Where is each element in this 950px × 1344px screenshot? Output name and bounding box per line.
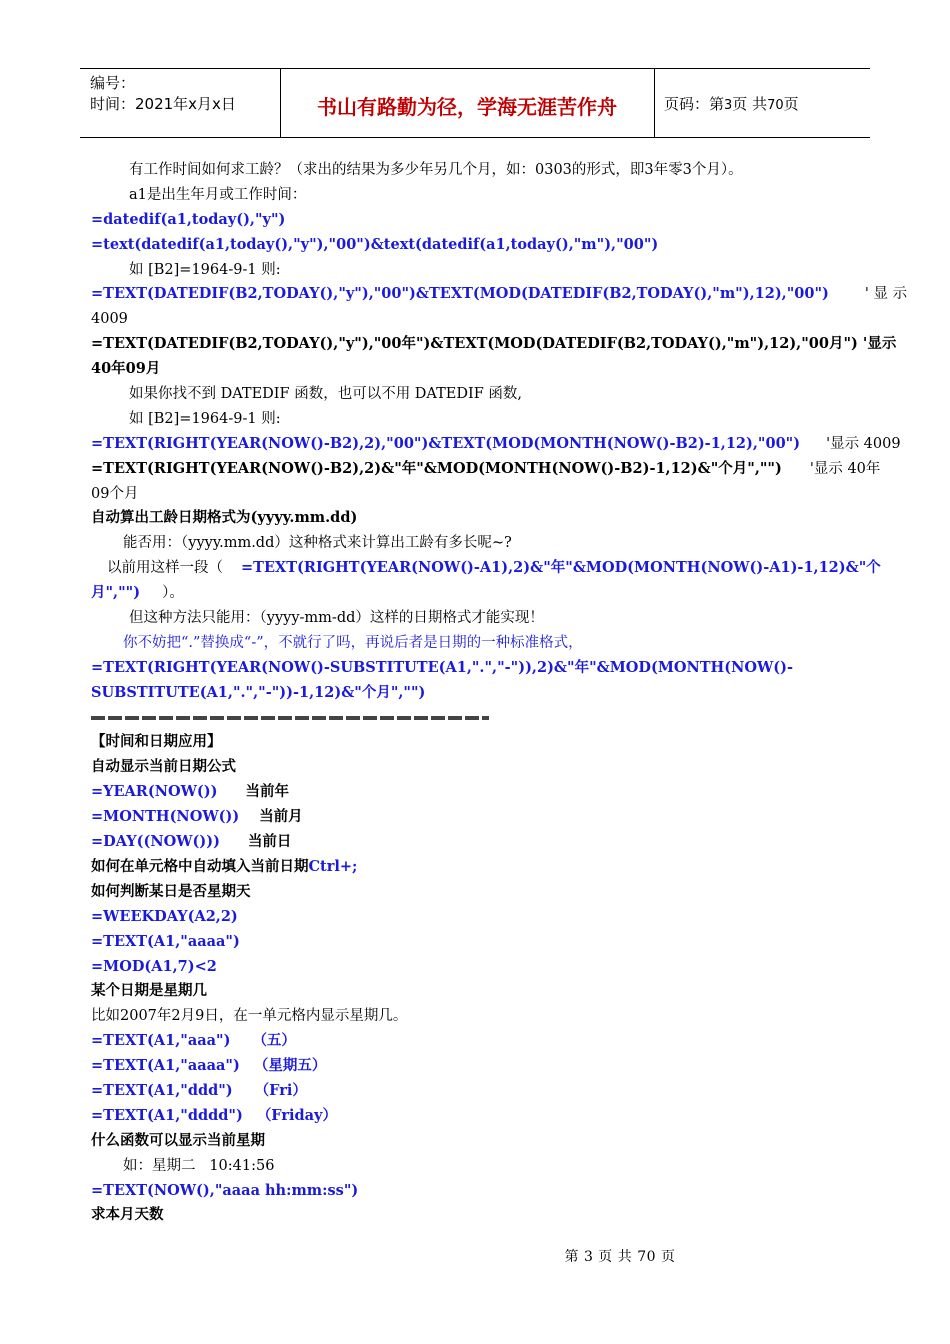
page-mid: 页 共 <box>732 95 768 113</box>
formula-text: 月","") <box>91 584 141 602</box>
formula-comment: （五） <box>252 1032 296 1050</box>
document-body <box>91 158 908 1228</box>
header-motto: 书山有路勤为径，学海无涯苦作舟 <box>317 95 617 119</box>
paragraph: 09个月 <box>91 485 139 502</box>
formula-text: =TEXT(RIGHT(YEAR(NOW()-B2),2)&"年"&MOD(MONTH(NOW()-B2)-1,12)&"个月","") <box>91 459 782 477</box>
formula-line <box>91 780 861 805</box>
page-footer <box>0 1246 950 1266</box>
paragraph: 如：星期二 10:41:56 <box>123 1157 275 1174</box>
header-page-info <box>664 93 799 114</box>
formula-text: =TEXT(A1,"aaa") <box>91 1032 231 1050</box>
formula-line: 40年09月 <box>91 360 161 378</box>
formula-text: =YEAR(NOW()) <box>91 783 218 801</box>
formula-comment: '显示 4009 <box>826 435 901 452</box>
section-heading: 什么函数可以显示当前星期 <box>91 1131 265 1149</box>
page-prefix: 页码：第 <box>664 95 725 113</box>
heading-text: 如何在单元格中自动填入当前日期 <box>91 857 309 875</box>
formula-text: =TEXT(RIGHT(YEAR(NOW()-B2),2),"00")&TEXT(MOD(MONTH(NOW()-B2)-1,12),"00") <box>91 434 801 452</box>
formula-text: =TEXT(A1,"dddd") <box>91 1106 243 1124</box>
formula-text: =MONTH(NOW()) <box>91 808 240 826</box>
formula-line <box>91 1054 861 1079</box>
formula-text: =TEXT(RIGHT(YEAR(NOW()-A1),2)&"年"&MOD(MONTH(NOW()-A1)-1,12)&"个 <box>241 559 881 577</box>
formula-comment: 当前月 <box>259 808 303 826</box>
formula-comment: ' 显 示 <box>864 286 908 303</box>
formula-line: =MOD(A1,7)<2 <box>91 957 217 975</box>
section-heading: 【时间和日期应用】 <box>91 733 222 751</box>
paragraph <box>91 556 881 581</box>
header-meta <box>90 73 236 115</box>
paragraph: 如 [B2]=1964-9-1 则: <box>129 410 281 427</box>
page-number: 3 <box>724 98 733 113</box>
formula-comment: （星期五） <box>253 1057 327 1075</box>
header-divider <box>654 69 655 137</box>
formula-line <box>91 1079 861 1104</box>
paragraph <box>91 581 861 606</box>
formula-line <box>91 457 881 482</box>
formula-line <box>91 1029 861 1054</box>
section-heading: 自动显示当前日期公式 <box>91 758 236 776</box>
formula-line: =datedif(a1,today(),"y") <box>91 210 286 228</box>
doc-number-label: 编号： <box>90 74 136 92</box>
formula-line: =TEXT(RIGHT(YEAR(NOW()-SUBSTITUTE(A1,".","-")),2)&"年"&MOD(MONTH(NOW()- <box>91 658 794 676</box>
formula-line: =TEXT(NOW(),"aaaa hh:mm:ss") <box>91 1181 359 1199</box>
formula-text: =TEXT(DATEDIF(B2,TODAY(),"y"),"00")&TEXT(MOD(DATEDIF(B2,TODAY(),"m"),12),"00") <box>91 285 829 303</box>
formula-line <box>91 432 901 457</box>
formula-line: =TEXT(DATEDIF(B2,TODAY(),"y"),"00年")&TEXT(MOD(DATEDIF(B2,TODAY(),"m"),12),"00月") '显示 <box>91 335 897 353</box>
section-heading <box>91 855 861 880</box>
formula-line <box>91 805 861 830</box>
formula-comment: 当前年 <box>245 783 289 801</box>
paragraph: 但这种方法只能用：（yyyy-mm-dd）这样的日期格式才能实现！ <box>129 610 544 627</box>
doc-time-label: 时间：2021年x月x日 <box>90 95 236 113</box>
formula-line: =WEEKDAY(A2,2) <box>91 907 238 925</box>
formula-line <box>91 1104 861 1129</box>
separator-dots <box>91 716 489 720</box>
section-heading: 如何判断某日是否星期天 <box>91 882 251 900</box>
formula-line <box>91 830 861 855</box>
paragraph: a1是出生年月或工作时间： <box>129 186 307 203</box>
section-heading: 自动算出工龄日期格式为(yyyy.mm.dd) <box>91 509 358 527</box>
paragraph: 你不妨把“.”替换成“-”，不就行了吗，再说后者是日期的一种标准格式， <box>123 634 583 651</box>
formula-comment: '显示 40年 <box>809 460 881 477</box>
paragraph-text: 以前用这样一段（ <box>107 560 223 577</box>
section-heading: 某个日期是星期几 <box>91 982 207 1000</box>
page-suffix: 页 <box>783 95 799 113</box>
paragraph: 如 [B2]=1964-9-1 则: <box>129 261 281 278</box>
section-heading: 求本月天数 <box>91 1206 164 1224</box>
formula-comment: （Fri） <box>254 1081 307 1099</box>
page-header <box>80 68 870 138</box>
paragraph: 4009 <box>91 311 128 328</box>
paragraph: 如果你找不到 DATEDIF 函数，也可以不用 DATEDIF 函数, <box>129 386 522 403</box>
formula-line <box>91 282 908 307</box>
paragraph: 有工作时间如何求工龄？（求出的结果为多少年另几个月，如：0303的形式，即3年零3个月）。 <box>129 162 743 178</box>
formula-line: =text(datedif(a1,today(),"y"),"00")&text(datedif(a1,today(),"m"),"00") <box>91 235 659 253</box>
paragraph: 比如2007年2月9日，在一单元格内显示星期几。 <box>91 1008 408 1025</box>
formula-comment: （Friday） <box>256 1106 337 1124</box>
formula-line: SUBSTITUTE(A1,".","-"))-1,12)&"个月","") <box>91 683 426 701</box>
formula-text: =TEXT(A1,"ddd") <box>91 1081 233 1099</box>
shortcut-text: Ctrl+; <box>308 857 358 875</box>
formula-text: =DAY((NOW())) <box>91 833 220 851</box>
formula-line: =TEXT(A1,"aaaa") <box>91 932 240 950</box>
paragraph-text: ）。 <box>162 585 184 602</box>
paragraph: 能否用：（yyyy.mm.dd）这种格式来计算出工龄有多长呢~? <box>123 535 512 552</box>
footer-page-number: 第 3 页 共 70 页 <box>564 1249 676 1265</box>
formula-text: =TEXT(A1,"aaaa") <box>91 1057 240 1075</box>
formula-comment: 当前日 <box>247 833 292 851</box>
page-total: 70 <box>767 98 784 113</box>
separator-line <box>91 706 861 731</box>
